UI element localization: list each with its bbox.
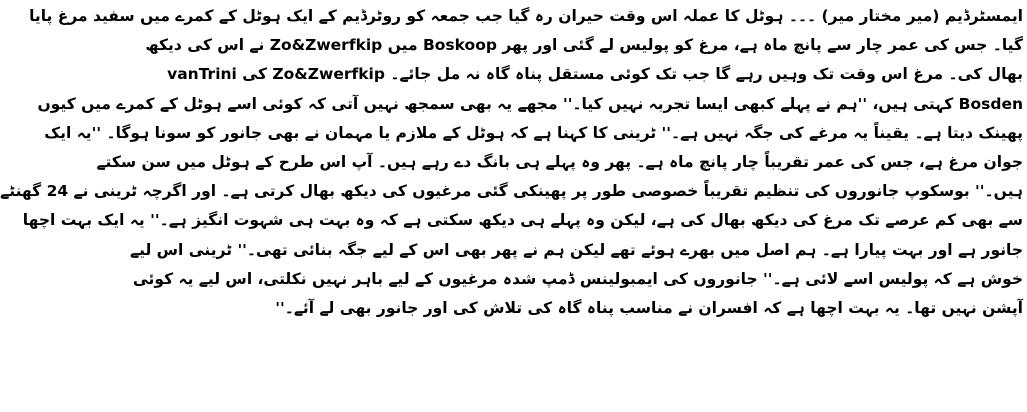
- article-line-4: Bosden کہتی ہیں، ''ہم نے پہلے کبھی ایسا تجربہ نہیں کیا۔'' مجھے یہ بھی سمجھ نہیں آتی کہ کوئی اسے ہوٹل کے کمرے میں کیوں: [37, 94, 1023, 113]
- article-line-8: سے بھی کم عرصے تک مرغ کی دیکھ بھال کی ہے، لیکن وہ پہلے ہی دیکھ سکتی ہے کہ وہ بہت ہی شہوت انگیز ہے۔'' یہ ایک بہت اچھا: [22, 211, 1023, 230]
- article-line-1: ایمسٹرڈیم (میر مختار میر) ۔۔۔ ہوٹل کا عملہ اس وقت حیران رہ گیا جب جمعہ کو روٹرڈیم کے ایک ہوٹل کے کمرے میں سفید مرغ پایا: [29, 7, 1023, 25]
- article-line-2: گیا۔ جس کی عمر چار سے پانچ ماہ ہے، مرغ کو پولیس لے گئی اور پھر Boskoop میں Zo&Zwerfkip نے اس کی دیکھ: [145, 36, 1023, 55]
- article-line-9: جانور ہے اور بہت پیارا ہے۔ ہم اصل میں بھرے ہوئے تھے لیکن ہم نے پھر بھی اس کے لیے جگہ بنائی تھی۔'' ٹرینی اس لیے: [130, 240, 1023, 259]
- article-line-5: پھینک دیتا ہے۔ یقیناً یہ مرغے کی جگہ نہیں ہے۔'' ٹرینی کا کہنا ہے کہ ہوٹل کے ملازم یا مہمان نے بھی جانور کو سونا ہوگا۔ ''یہ ایک: [44, 123, 1023, 142]
- article-line-7: ہیں۔'' بوسکوپ جانوروں کی تنظیم تقریباً خصوصی طور پر پھینکی گئی مرغیوں کی دیکھ بھال کرتی ہے۔ اور اگرچہ ٹرینی نے 24 گھنٹے: [0, 182, 1023, 201]
- article-line-11: آپشن نہیں تھا۔ یہ بہت اچھا ہے کہ افسران نے مناسب پناہ گاہ کی تلاش کی اور جانور بھی لے آئے۔'': [275, 298, 1023, 317]
- article-line-10: خوش ہے کہ پولیس اسے لائی ہے۔'' جانوروں کی ایمبولینس ڈمپ شدہ مرغیوں کے لیے باہر نہیں نکلتی، اس لیے یہ کوئی: [132, 269, 1023, 288]
- article-line-3: بھال کی۔ مرغ اس وقت تک وہیں رہے گا جب تک کوئی مستقل پناہ گاہ نہ مل جائے۔ Zo&Zwerfkip کی vanTrini: [167, 65, 1023, 84]
- article-line-6: جوان مرغ ہے، جس کی عمر تقریباً چار پانچ ماہ ہے۔ پھر وہ پہلے ہی بانگ دے رہے ہیں۔ آپ اس طرح کے ہوٹل میں سن سکتے: [96, 152, 1023, 171]
